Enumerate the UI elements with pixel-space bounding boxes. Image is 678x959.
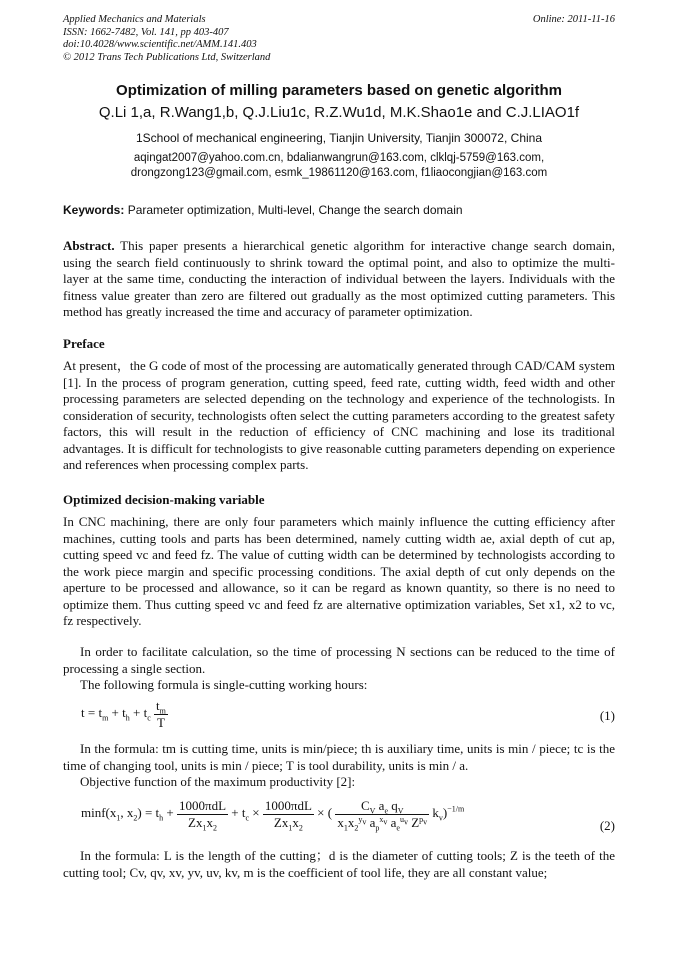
section-paragraph-6: In the formula: L is the length of the cutting；d is the diameter of cutting tools; Z is the teeth of the cutting tool; Cv, qv, xv, yv, uv, kv, m is the coefficient of tool life, they are all constant value; [63, 848, 615, 880]
section-paragraph-2: In order to facilitate calculation, so the time of processing N sections can be reduced to the time of processing a single section. [63, 644, 615, 676]
keywords-label: Keywords: [63, 203, 125, 217]
affiliation: 1School of mechanical engineering, Tianjin University, Tianjin 300072, China [135, 131, 543, 145]
equation-2-number: (2) [599, 818, 615, 833]
section-heading: Optimized decision-making variable [63, 492, 265, 507]
emails-line-1: aqingat2007@yahoo.com.cn, bdalianwangrun@163.com, clklqj-5759@163.com, [133, 152, 545, 164]
doi: doi:10.4028/www.scientific.net/AMM.141.403 [63, 39, 257, 50]
section-paragraph-1: In CNC machining, there are only four parameters which mainly influence the cutting efficiency after machines, cutting tools and parts has been determined, namely cutting width ae, axial depth of cut ap, cutting speed vc and feed fz. The value of cutting width can be determined by technologists according to the work piece margin and specific processing conditions. The axial depth of cut only depends on the aperture to be processed and allowance, so it can be regard as known quantity, so there is no need to optimize them. Thus cutting speed vc and feed fz are alternative optimization variables, Set x1, x2 to vc, fz respectively. [63, 514, 615, 628]
section-paragraph-5: Objective function of the maximum productivity [2]: [80, 774, 356, 789]
paper-title: Optimization of milling parameters based on genetic algorithm [116, 82, 562, 99]
keywords [63, 203, 463, 217]
section-paragraph-3: The following formula is single-cutting working hours: [80, 677, 368, 692]
copyright: © 2012 Trans Tech Publications Ltd, Switzerland [63, 51, 271, 63]
abstract-label: Abstract. [63, 238, 115, 253]
emails [0, 151, 678, 181]
section-paragraph-4: In the formula: tm is cutting time, units is min/piece; th is auxiliary time, units is min / piece; tc is the time of changing tool, units is min / piece; T is tool durability, units is min / a. [63, 741, 615, 773]
online-date: Online: 2011-11-16 [532, 14, 615, 25]
emails-line-2: drongzong123@gmail.com, esmk_19861120@163.com, f1liaocongjian@163.com [130, 167, 548, 179]
equation-1: $t = t_m + t_h + t_c$ $\frac{t_m}{T}$ (1) [81, 698, 615, 730]
preface-heading: Preface [63, 336, 105, 351]
abstract-text: This paper presents a hierarchical genetic algorithm for interactive change search domain, using the search field continuously to shrink toward the optimal point, and also to optimize the multi-layer at the same time, conducting the interaction of individual between the layers. Individuals with the fitness value greater than zero are filtered out gradually as the most optimized cutting parameters. This method has greatly increased the time and accuracy of parameter optimization. [63, 238, 616, 319]
preface-text: At present，the G code of most of the processing are automatically generated through CAD/CAM system [1]. In the process of program generation, cutting speed, feed rate, cutting width, feed width and other processing parameters are selected depending on the technology and experience of the technologists. In consideration of security, technologists often select the cutting parameters according to the greatest safety factors, this will result in the reduction of efficiency of CNC machining and lose its traditional advantages. It is difficult for technologists to give reasonable cutting parameters depending on experience and references when processing complex parts. [63, 358, 615, 472]
authors: Q.Li 1,a, R.Wang1,b, Q.J.Liu1c, R.Z.Wu1d, M.K.Shao1e and C.J.LIAO1f [98, 104, 580, 121]
journal-name: Applied Mechanics and Materials [63, 14, 206, 25]
equation-2: $\min f(x_1$, $x_2) = t_h$ + $\frac{\text{1000πdL}}{Zx_1x_2}$ + $t_c$ × $\frac{\text{1000πdL}}{Zx_1x_2}$ × ( $\frac{C_V a_e q_V}{x_1x_2^{y_v} a_p^{x_v} a_e^{u_v} Z^{p_v}}$ $k_v)^{-1/m}$ (2) [81, 798, 615, 833]
equation-1-number: (1) [599, 708, 615, 723]
journal-header [63, 14, 270, 64]
keywords-text: Parameter optimization, Multi-level, Change the search domain [127, 203, 463, 217]
abstract [63, 238, 615, 321]
issn: ISSN: 1662-7482, Vol. 141, pp 403-407 [63, 26, 229, 38]
